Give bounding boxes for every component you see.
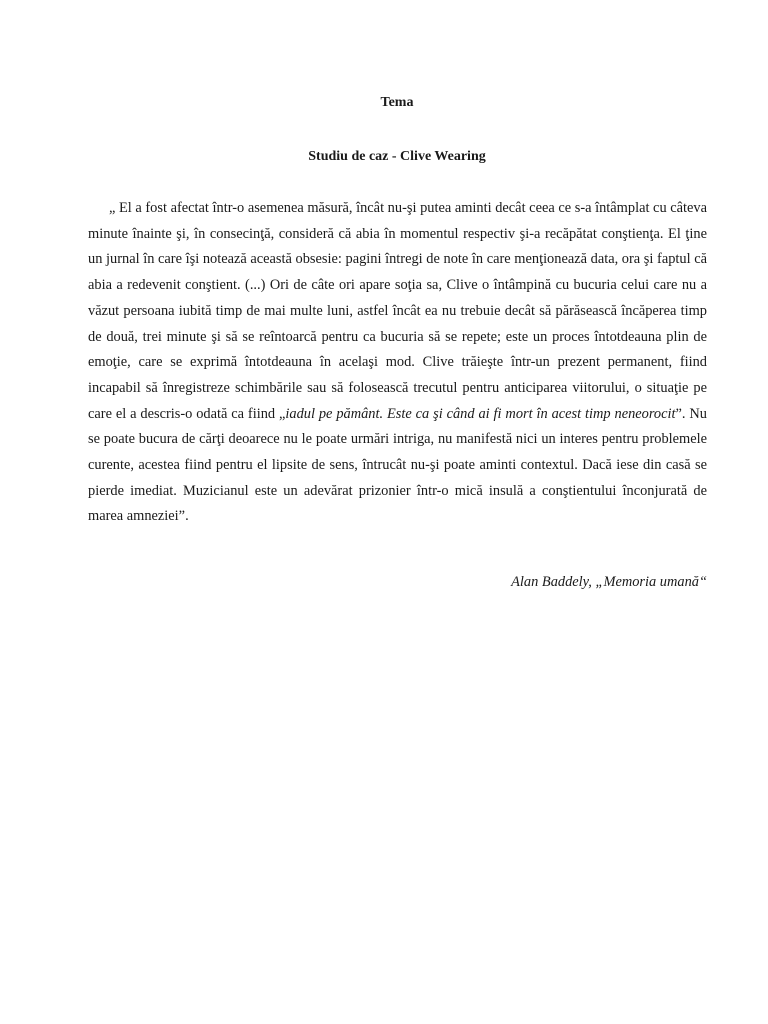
document-subtitle: Studiu de caz - Clive Wearing: [308, 149, 486, 164]
quote-attribution: Alan Baddely, „Memoria umană“: [511, 574, 707, 590]
paragraph-rest: ”. Nu se poate bucura de cărţi deoarece nu le poate urmări intriga, nu manifestă nici un interes pentru problemele curente, acestea fiind pentru el lipsite de sens, întrucât nu-şi poate aminti contextul. Dacă iese din casă se pierde imediat. Muzicianul este un adevărat prizonier într-o mică insulă a conştientului înconjurată de marea amneziei”.: [88, 405, 707, 525]
paragraph-inner-quote: iadul pe pământ. Este ca şi când ai fi mort în acest timp neneorocit: [285, 405, 676, 422]
document-title: Tema: [380, 95, 414, 110]
paragraph-intro: „ El a fost afectat într-o asemenea măsură, încât nu-şi putea aminti decât ceea ce s-a întâmplat cu câteva minute înainte şi, în consecinţă, consideră că abia în momentul respectiv şi-a recăpătat conştienţa. El ţine un jurnal în care îşi notează această obsesie: pagini întregi de note în care menţionează data, ora şi faptul că abia a redevenit conştient. (...) Ori de câte ori apare soţia sa, Clive o întâmpină cu bucuria celui care nu a văzut persoana iubită timp de mai multe luni, astfel încât ea nu trebuie decât să părăsească încăperea timp de două, trei minute şi să se reîntoarcă pentru ca bucuria să se repete; este un proces întotdeauna plin de emoţie, care se exprimă întotdeauna în acelaşi mod. Clive trăieşte într-un prezent permanent, fiind incapabil să înregistreze schimbările sau să folosească trecutul pentru anticiparea viitorului, o situaţie pe care el a descris-o odată ca fiind „: [88, 200, 707, 422]
quote-paragraph: [88, 196, 707, 530]
